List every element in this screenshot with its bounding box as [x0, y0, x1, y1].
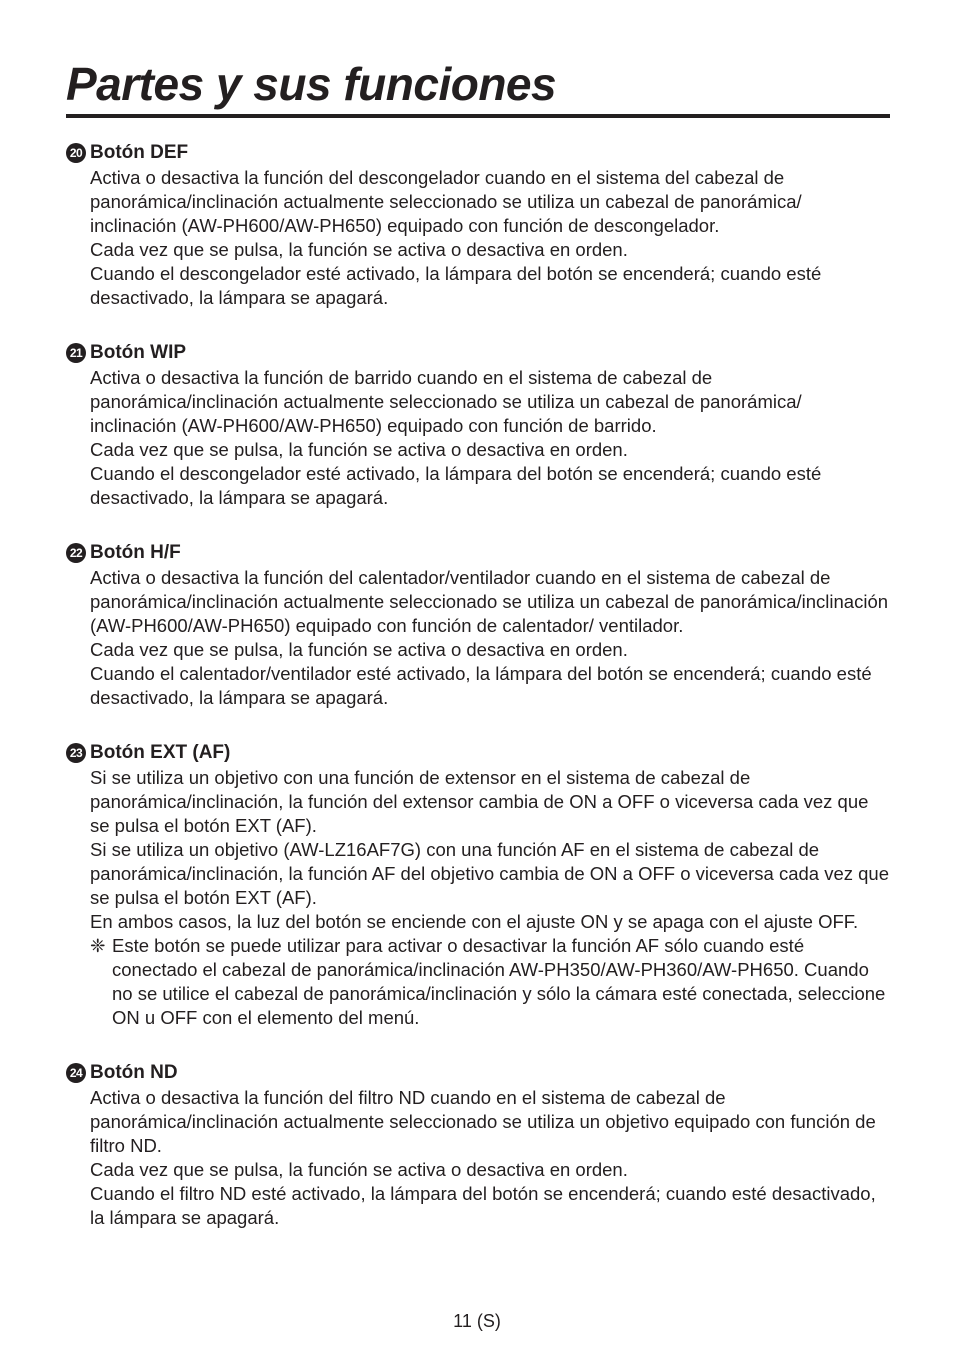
section-header: [66, 740, 892, 766]
section-body: [66, 1086, 892, 1230]
number-badge: 22: [66, 543, 86, 563]
page-number: 11 (S): [453, 1311, 501, 1331]
section-body: [66, 166, 892, 310]
section-ext-af-button: [66, 740, 892, 1030]
paragraph: Cuando el descongelador esté activado, la lámpara del botón se encenderá; cuando esté desactivado, la lámpara se apagará.: [90, 463, 822, 508]
paragraph: Activa o desactiva la función del calentador/ventilador cuando en el sistema de cabezal de panorámica/inclinación actualmente seleccionado se utiliza un cabezal de panorámica/inclinación (AW-PH600/AW-PH650) equipado con función de calentador/ ventilador.: [90, 567, 889, 636]
section-def-button: [66, 140, 892, 310]
number-badge: 23: [66, 743, 86, 763]
paragraph: Cada vez que se pulsa, la función se activa o desactiva en orden.: [90, 439, 628, 460]
section-title: Botón WIP: [90, 342, 187, 363]
number-badge: 20: [66, 143, 86, 163]
section-title: Botón DEF: [90, 142, 189, 163]
page-title: Partes y sus funciones: [66, 58, 557, 110]
section-title: Botón EXT (AF): [90, 742, 231, 763]
paragraph: Cada vez que se pulsa, la función se activa o desactiva en orden.: [90, 239, 628, 260]
section-hf-button: [66, 540, 892, 710]
note-text: Este botón se puede utilizar para activar o desactivar la función AF sólo cuando esté conectado el cabezal de panorámica/inclinación AW-PH350/AW-PH360/AW-PH650. Cuando no se utilice el cabezal de panorámica/inclinación y sólo la cámara esté conectada, seleccione ON u OFF con el elemento del menú.: [112, 935, 886, 1028]
paragraph: Activa o desactiva la función de barrido cuando en el sistema de cabezal de panorámica/inclinación actualmente seleccionado se utiliza un cabezal de panorámica/ inclinación (AW-PH600/AW-PH650) equipado con función de barrido.: [90, 367, 802, 436]
paragraph: En ambos casos, la luz del botón se enciende con el ajuste ON y se apaga con el ajuste OFF.: [90, 911, 859, 932]
section-body: [66, 766, 892, 1030]
title-rule: [66, 114, 890, 118]
number-badge: 24: [66, 1063, 86, 1083]
section-nd-button: [66, 1060, 892, 1230]
section-header: [66, 340, 892, 366]
paragraph: Cuando el descongelador esté activado, la lámpara del botón se encenderá; cuando esté desactivado, la lámpara se apagará.: [90, 263, 822, 308]
note-mark-icon: ❈: [90, 935, 106, 956]
section-body: [66, 566, 892, 710]
sections-list: [66, 140, 892, 1260]
paragraph: Si se utiliza un objetivo (AW-LZ16AF7G) con una función AF en el sistema de cabezal de panorámica/inclinación, la función AF del objetivo cambia de ON a OFF o viceversa cada vez que se pulsa el botón EXT (AF).: [90, 839, 889, 908]
paragraph: Cada vez que se pulsa, la función se activa o desactiva en orden.: [90, 1159, 628, 1180]
section-header: [66, 540, 892, 566]
paragraph: Activa o desactiva la función del descongelador cuando en el sistema del cabezal de panorámica/inclinación actualmente seleccionado se utiliza un cabezal de panorámica/ inclinación (AW-PH600/AW-PH650) equipado con función de descongelador.: [90, 167, 802, 236]
section-wip-button: [66, 340, 892, 510]
paragraph: Cada vez que se pulsa, la función se activa o desactiva en orden.: [90, 639, 628, 660]
paragraph: Cuando el calentador/ventilador esté activado, la lámpara del botón se encenderá; cuando esté desactivado, la lámpara se apagará.: [90, 663, 872, 708]
note: [90, 934, 892, 1030]
paragraph: Cuando el filtro ND esté activado, la lámpara del botón se encenderá; cuando esté desactivado, la lámpara se apagará.: [90, 1183, 876, 1228]
section-header: [66, 140, 892, 166]
paragraph: Activa o desactiva la función del filtro ND cuando en el sistema de cabezal de panorámica/inclinación actualmente seleccionado se utiliza un objetivo equipado con función de filtro ND.: [90, 1087, 876, 1156]
section-header: [66, 1060, 892, 1086]
paragraph: Si se utiliza un objetivo con una función de extensor en el sistema de cabezal de panorámica/inclinación, la función del extensor cambia de ON a OFF o viceversa cada vez que se pulsa el botón EXT (AF).: [90, 767, 869, 836]
section-body: [66, 366, 892, 510]
section-title: Botón ND: [90, 1062, 178, 1083]
section-title: Botón H/F: [90, 542, 181, 563]
number-badge: 21: [66, 343, 86, 363]
